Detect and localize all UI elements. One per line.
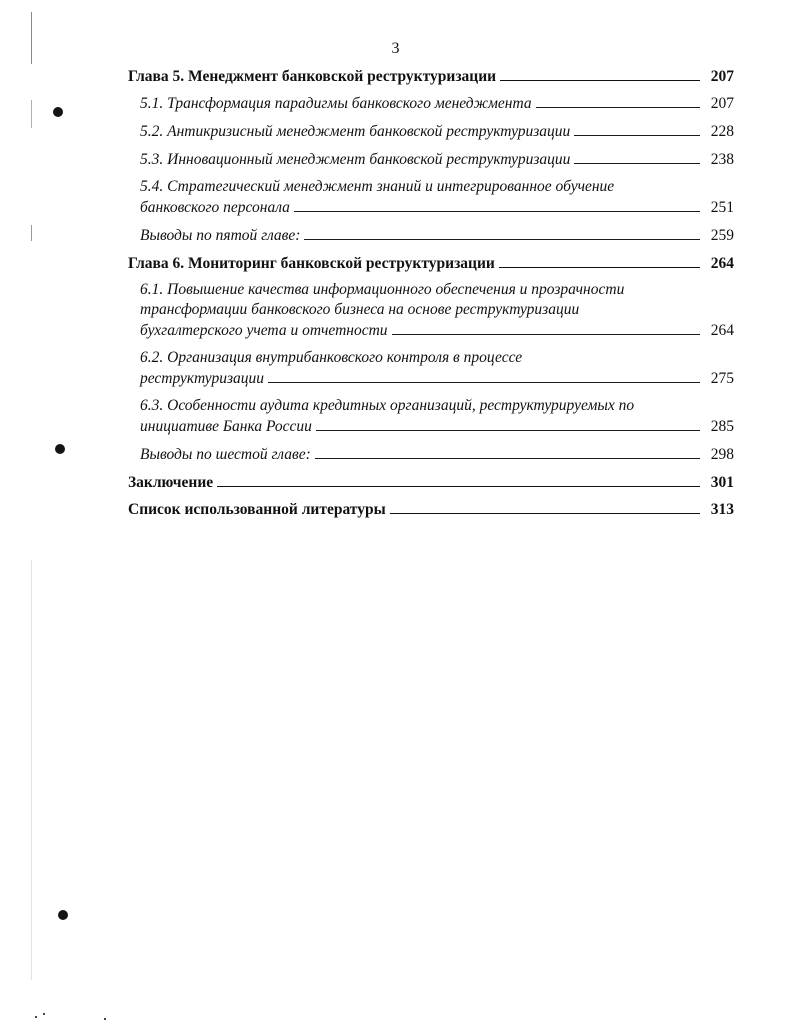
toc-entry-title: Заключение — [128, 474, 214, 491]
scan-edge-mark — [31, 225, 32, 241]
toc-entry-title: 5.4. Стратегический менеджмент знаний и интегрированное обучение — [140, 178, 615, 195]
toc-entry-title: 6.1. Повышение качества информационного обеспечения и прозрачности — [140, 281, 625, 298]
toc-conclusions-6[interactable] — [128, 444, 734, 465]
dot-leader — [268, 368, 700, 383]
toc-page-ref: 275 — [710, 370, 734, 387]
dot-leader — [500, 66, 700, 81]
toc-page-ref: 251 — [710, 199, 734, 216]
toc-entry-title: Выводы по пятой главе: — [140, 227, 301, 244]
toc-page-ref: 259 — [710, 227, 734, 244]
toc-conclusion[interactable] — [128, 472, 734, 493]
dot-leader — [574, 121, 700, 136]
toc-conclusions-5[interactable] — [128, 225, 734, 246]
toc-entry-title: Глава 6. Мониторинг банковской реструктуризации — [128, 255, 495, 272]
toc-entry-title-cont: инициативе Банка России — [140, 418, 312, 435]
scan-speck — [35, 1016, 37, 1018]
dot-leader — [316, 416, 700, 431]
punch-hole — [55, 444, 65, 454]
scan-speck — [104, 1018, 106, 1020]
toc-section-6-3[interactable] — [128, 396, 734, 437]
toc-section-6-2[interactable] — [128, 348, 734, 389]
toc-chapter-5[interactable] — [128, 66, 734, 87]
dot-leader — [294, 197, 700, 212]
toc-page-ref: 207 — [710, 68, 734, 85]
dot-leader — [574, 149, 700, 164]
toc-section-5-2[interactable] — [128, 121, 734, 142]
scan-speck — [43, 1013, 45, 1015]
dot-leader — [217, 472, 700, 487]
punch-hole — [53, 107, 63, 117]
toc-entry-title-cont: банковского персонала — [140, 199, 290, 216]
dot-leader — [536, 93, 700, 108]
toc-page-ref: 264 — [710, 322, 734, 339]
toc-page-ref: 285 — [710, 418, 734, 435]
dot-leader — [390, 499, 700, 514]
scan-edge-mark — [31, 100, 32, 128]
page-number: 3 — [391, 40, 400, 57]
toc-entry-title: 6.2. Организация внутрибанковского контроля в процессе — [140, 349, 523, 366]
toc-entry-title: Выводы по шестой главе: — [140, 446, 311, 463]
dot-leader — [499, 253, 700, 268]
toc-entry-title-cont: бухгалтерского учета и отчетности — [140, 322, 388, 339]
toc-entry-title-cont: трансформации банковского бизнеса на основе реструктуризации — [140, 301, 580, 318]
toc-section-5-1[interactable] — [128, 93, 734, 114]
toc-page-ref: 298 — [710, 446, 734, 463]
dot-leader — [304, 225, 700, 240]
scan-edge-mark — [31, 560, 32, 980]
toc-entry-title: 5.1. Трансформация парадигмы банковского менеджмента — [140, 95, 532, 112]
toc-chapter-6[interactable] — [128, 253, 734, 274]
toc-entry-title-cont: реструктуризации — [140, 370, 264, 387]
toc-entry-title: 5.2. Антикризисный менеджмент банковской реструктуризации — [140, 123, 571, 140]
toc-entry-title: Список использованной литературы — [128, 501, 386, 518]
toc-entry-title: 6.3. Особенности аудита кредитных организаций, реструктурируемых по — [140, 397, 635, 414]
dot-leader — [315, 444, 700, 459]
toc-bibliography[interactable] — [128, 499, 734, 520]
toc-page-ref: 301 — [710, 474, 734, 491]
toc-page-ref: 313 — [710, 501, 734, 518]
toc-entry-title: 5.3. Инновационный менеджмент банковской реструктуризации — [140, 151, 571, 168]
dot-leader — [392, 320, 700, 335]
toc-section-5-4[interactable] — [128, 177, 734, 218]
toc-page-ref: 238 — [710, 151, 734, 168]
toc-entry-title: Глава 5. Менеджмент банковской реструктуризации — [128, 68, 497, 85]
toc-page-ref: 228 — [710, 123, 734, 140]
punch-hole — [58, 910, 68, 920]
toc-section-5-3[interactable] — [128, 149, 734, 170]
toc-page-ref: 264 — [710, 255, 734, 272]
table-of-contents — [128, 66, 734, 526]
toc-section-6-1[interactable] — [128, 280, 734, 341]
toc-page-ref: 207 — [710, 95, 734, 112]
